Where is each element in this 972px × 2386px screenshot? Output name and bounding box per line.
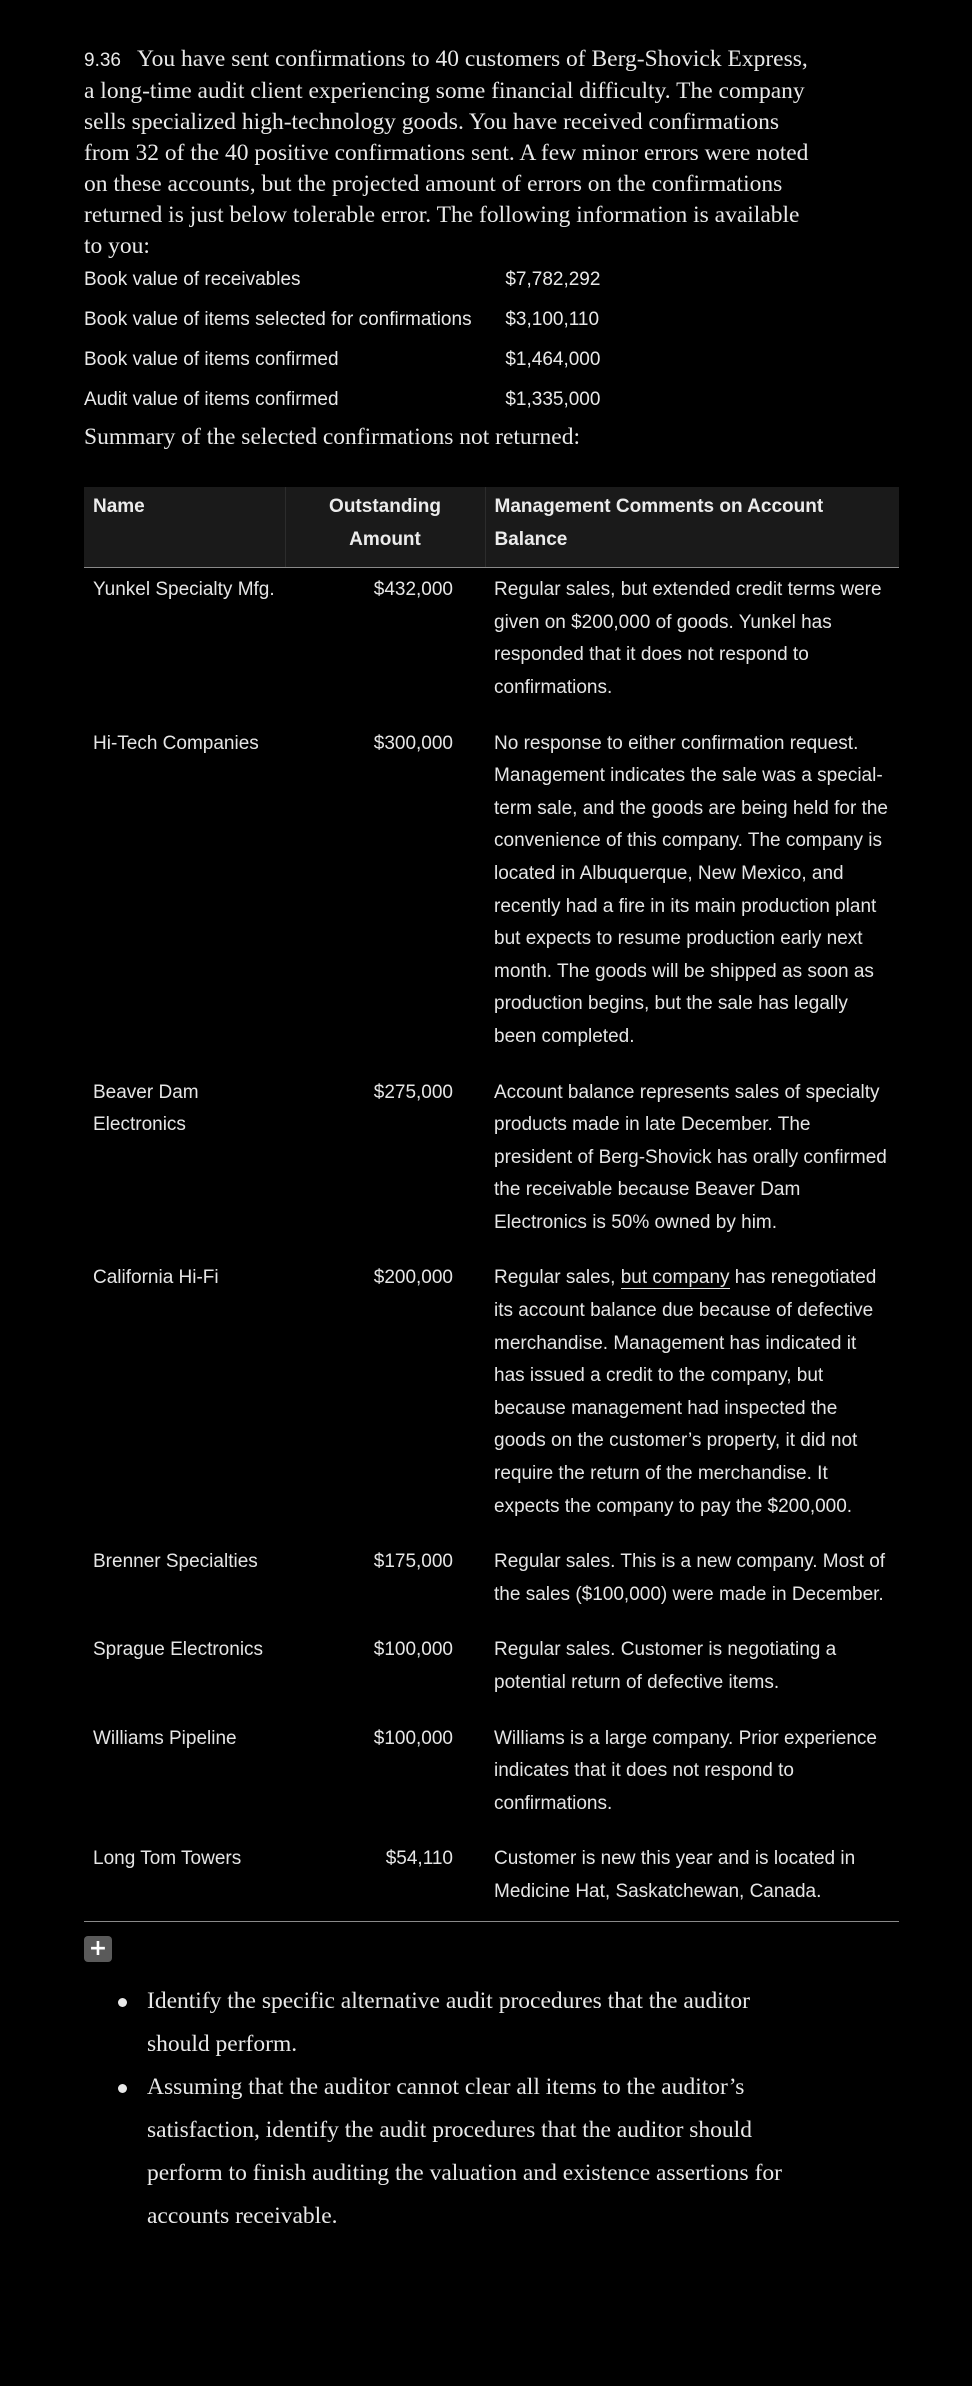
info-label: Audit value of items confirmed: [84, 389, 339, 410]
customer-name: Brenner Specialties: [93, 1551, 258, 1573]
outstanding-amount: $200,000: [373, 1267, 453, 1289]
table-row: [84, 568, 899, 722]
header-name: Name: [84, 487, 285, 568]
customer-name: Williams Pipeline: [93, 1727, 237, 1749]
customer-name: Yunkel Specialty Mfg.: [93, 579, 275, 601]
outstanding-amount: $175,000: [373, 1551, 453, 1573]
table-row: [84, 722, 899, 1071]
info-label: Book value of items confirmed: [84, 349, 339, 370]
table-row: [84, 1071, 899, 1257]
customer-name: California Hi-Fi: [93, 1267, 219, 1289]
list-item: Assuming that the auditor cannot clear all items to the auditor’s satisfaction, identify the audit procedures that the auditor should perform to finish auditing the valuation and existence assertions for accounts receivable.: [84, 2066, 807, 2238]
problem-statement: [84, 44, 814, 262]
outstanding-amount: $100,000: [373, 1639, 453, 1661]
outstanding-amount: $54,110: [285, 1837, 485, 1921]
list-item: Identify the specific alternative audit procedures that the auditor should perform.: [84, 1980, 807, 2066]
management-comment: Regular sales. Customer is negotiating a potential return of defective items.: [494, 1639, 837, 1693]
info-value: $1,464,000: [505, 349, 601, 370]
info-label: Book value of items selected for confirmations: [84, 309, 472, 330]
management-comment: Account balance represents sales of specialty products made in late December. The president of Berg-Shovick has orally confirmed the receivable because Beaver Dam Electronics is 50% owned by him.: [494, 1081, 887, 1233]
management-comment: Regular sales. This is a new company. Most of the sales ($100,000) were made in December.: [494, 1551, 886, 1605]
customer-name: Long Tom Towers: [84, 1837, 285, 1921]
table-row: [84, 1256, 899, 1540]
question-list: [84, 1980, 899, 2238]
info-row: [84, 384, 684, 424]
table-row: [84, 1837, 899, 1921]
info-value: $1,335,000: [505, 389, 601, 410]
management-comment: Williams is a large company. Prior experience indicates that it does not respond to confirmations.: [494, 1727, 877, 1814]
management-comment: [485, 1256, 899, 1540]
problem-content: [84, 44, 899, 2238]
comment-part: Regular sales,: [494, 1267, 621, 1289]
info-row: [84, 264, 684, 304]
info-row: [84, 344, 684, 384]
info-label: Book value of receivables: [84, 269, 301, 290]
outstanding-amount: $432,000: [373, 579, 453, 601]
confirmations-table: [84, 487, 899, 1922]
table-row: [84, 1628, 899, 1716]
header-comments: Management Comments on Account Balance: [485, 487, 899, 568]
header-amount: Outstanding Amount: [285, 487, 485, 568]
info-table: [84, 264, 684, 424]
outstanding-amount: $275,000: [373, 1081, 453, 1103]
comment-part: has renegotiated its account balance due because of defective merchandise. Management has indicated it has issued a credit to the company, but because management had inspected the goods on the customer’s property, it did not require the return of the merchandise. It expects the company to pay the $200,000.: [494, 1267, 877, 1517]
info-value: $7,782,292: [505, 269, 601, 290]
management-comment: No response to either confirmation request. Management indicates the sale was a special-term sale, and the goods are being held for the convenience of this company. The company is located in Albuquerque, New Mexico, and recently had a fire in its main production plant but expects to resume production early next month. The goods will be shipped as soon as production begins, but the sale has legally been completed.: [494, 732, 888, 1047]
table-header-row: [84, 487, 899, 568]
problem-text: You have sent confirmations to 40 customers of Berg-Shovick Express, a long-time audit client experiencing some financial difficulty. The company sells specialized high-technology goods. You have received confirmations from 32 of the 40 positive confirmations sent. A few minor errors were noted on these accounts, but the projected amount of errors on the confirmations returned is just below tolerable error. The following information is available to you:: [84, 46, 809, 259]
outstanding-amount: $100,000: [373, 1727, 453, 1749]
comment-underlined-part: but company: [620, 1267, 730, 1289]
management-comment: Regular sales, but extended credit terms were given on $200,000 of goods. Yunkel has responded that it does not respond to confirmations.: [494, 579, 882, 698]
customer-name: Hi-Tech Companies: [93, 732, 259, 754]
summary-text: Summary of the selected confirmations not returned:: [84, 424, 580, 450]
problem-number: 9.36: [84, 50, 121, 71]
customer-name: Sprague Electronics: [93, 1639, 264, 1661]
table-row: [84, 1540, 899, 1628]
plus-icon[interactable]: +: [84, 1936, 112, 1962]
customer-name: Beaver Dam Electronics: [93, 1081, 199, 1136]
table-row: [84, 1717, 899, 1838]
info-value: $3,100,110: [505, 309, 600, 330]
management-comment: Customer is new this year and is located in Medicine Hat, Saskatchewan, Canada.: [485, 1837, 899, 1921]
outstanding-amount: $300,000: [373, 732, 453, 754]
info-row: [84, 304, 684, 344]
